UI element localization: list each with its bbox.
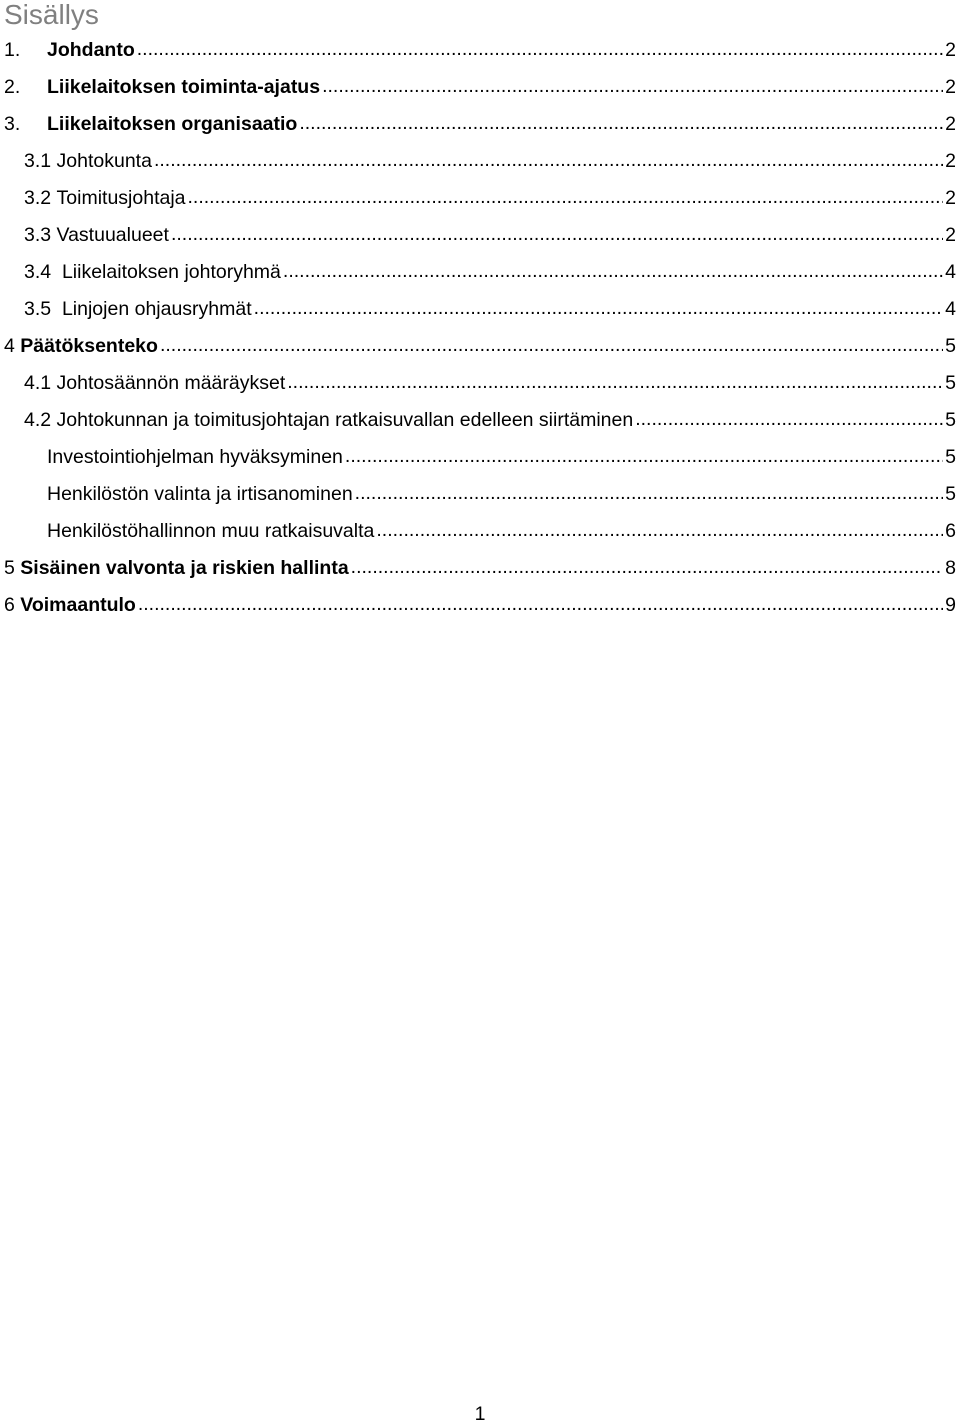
toc-entry-page: 5: [945, 409, 956, 431]
toc-entry-label[interactable]: Linjojen ohjausryhmät: [61, 298, 252, 320]
toc-entry-page: 2: [945, 76, 956, 98]
toc-dot-leader: [345, 445, 943, 467]
toc-dot-leader: [138, 593, 943, 615]
toc-entry-number: 3.5: [24, 298, 52, 320]
toc-entry-number: 5: [4, 557, 15, 579]
toc-entry-page: 2: [945, 224, 956, 246]
toc-entry-label[interactable]: Johtokunta: [56, 150, 152, 172]
toc-entry-number: 4: [4, 335, 15, 357]
toc-dot-leader: [287, 371, 943, 393]
toc-entry-3-4[interactable]: [0, 251, 960, 288]
toc-entry-hr-authority[interactable]: [0, 510, 960, 547]
toc-entry-page: 6: [945, 520, 956, 542]
toc-entry-label[interactable]: Liikelaitoksen organisaatio: [47, 113, 298, 135]
toc-entry-page: 5: [945, 446, 956, 468]
toc-entry-page: 4: [945, 298, 956, 320]
toc-entry-label[interactable]: Liikelaitoksen johtoryhmä: [61, 261, 281, 283]
toc-entry-2[interactable]: [0, 66, 960, 103]
toc-entry-page: 2: [945, 187, 956, 209]
toc-entry-3-1[interactable]: [0, 140, 960, 177]
toc-entry-number: 2.: [4, 76, 21, 98]
toc-entry-4-2[interactable]: [0, 399, 960, 436]
toc-dot-leader: [160, 334, 943, 356]
toc-dot-leader: [322, 75, 943, 97]
toc-entry-page: 2: [945, 39, 956, 61]
toc-entry-label[interactable]: Päätöksenteko: [20, 335, 158, 357]
toc-entry-label[interactable]: Henkilöstöhallinnon muu ratkaisuvalta: [47, 520, 375, 542]
toc-entry-page: 2: [945, 113, 956, 135]
toc-entry-label[interactable]: Johtokunnan ja toimitusjohtajan ratkaisuvallan edelleen siirtäminen: [56, 409, 634, 431]
toc-entry-number: 6: [4, 594, 15, 616]
toc-entry-3-3[interactable]: [0, 214, 960, 251]
toc-entry-3-2[interactable]: [0, 177, 960, 214]
toc-entry-3[interactable]: [0, 103, 960, 140]
toc-entry-label[interactable]: Henkilöstön valinta ja irtisanominen: [47, 483, 353, 505]
toc-entry-label[interactable]: Investointiohjelman hyväksyminen: [47, 446, 343, 468]
toc-entry-number: 3.4: [24, 261, 52, 283]
toc-entry-page: 4: [945, 261, 956, 283]
toc-dot-leader: [254, 297, 943, 319]
toc-entry-number: 1.: [4, 39, 21, 61]
toc-entry-5[interactable]: [0, 547, 960, 584]
toc-dot-leader: [188, 186, 944, 208]
toc-entry-label[interactable]: Sisäinen valvonta ja riskien hallinta: [20, 557, 349, 579]
toc-entry-6[interactable]: [0, 584, 960, 621]
toc-entry-label[interactable]: Toimitusjohtaja: [56, 187, 186, 209]
toc-dot-leader: [171, 223, 943, 245]
toc-dot-leader: [283, 260, 943, 282]
toc-dot-leader: [299, 112, 943, 134]
toc-dot-leader: [355, 482, 943, 504]
toc-entry-1[interactable]: [0, 29, 960, 66]
toc-entry-page: 5: [945, 372, 956, 394]
toc-dot-leader: [351, 556, 943, 578]
toc-entry-label[interactable]: Johdanto: [47, 39, 135, 61]
toc-title: Sisällys: [4, 0, 99, 30]
toc-entry-number: 3.1: [24, 150, 52, 172]
toc-entry-page: 9: [945, 594, 956, 616]
toc-entry-page: 5: [945, 483, 956, 505]
toc-entry-3-5[interactable]: [0, 288, 960, 325]
toc-entry-staff-selection[interactable]: [0, 473, 960, 510]
toc-entry-label[interactable]: Johtosäännön määräykset: [56, 372, 286, 394]
toc-entry-number: 3.2: [24, 187, 52, 209]
toc-dot-leader: [137, 38, 943, 60]
toc-entry-number: 4.1: [24, 372, 52, 394]
toc-entry-number: 3.: [4, 113, 21, 135]
page-number: 1: [474, 1403, 486, 1425]
toc-entry-label[interactable]: Vastuualueet: [56, 224, 169, 246]
toc-entry-page: 2: [945, 150, 956, 172]
toc-entry-investment[interactable]: [0, 436, 960, 473]
toc-dot-leader: [376, 519, 943, 541]
toc-dot-leader: [635, 408, 943, 430]
toc-entry-number: 3.3: [24, 224, 52, 246]
toc-entry-label[interactable]: Liikelaitoksen toiminta-ajatus: [47, 76, 321, 98]
toc-entry-4[interactable]: [0, 325, 960, 362]
toc-entry-page: 8: [945, 557, 956, 579]
table-of-contents: [0, 29, 960, 621]
toc-entry-label[interactable]: Voimaantulo: [20, 594, 136, 616]
toc-entry-number: 4.2: [24, 409, 52, 431]
toc-entry-page: 5: [945, 335, 956, 357]
toc-entry-4-1[interactable]: [0, 362, 960, 399]
toc-dot-leader: [154, 149, 943, 171]
